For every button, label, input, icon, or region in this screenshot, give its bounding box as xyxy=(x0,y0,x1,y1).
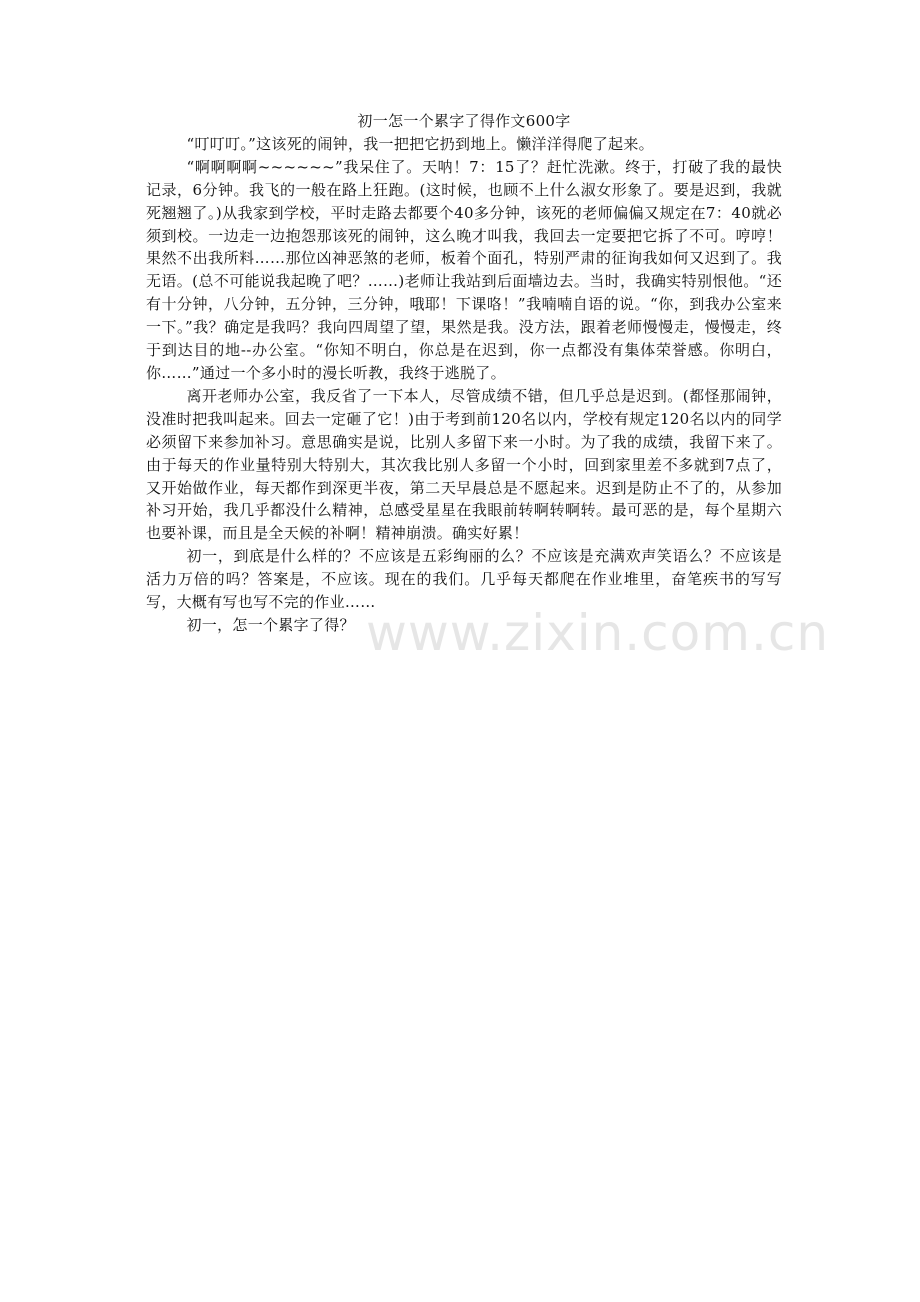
document-title: 初一怎一个累字了得作文600字 xyxy=(357,112,571,130)
paragraph-conclusion: 初一，怎一个累字了得？ xyxy=(186,615,355,634)
watermark-text: www.zixin.com.cn xyxy=(366,604,830,662)
paragraph-question: 初一，到底是什么样的？不应该是五彩绚丽的么？不应该是充满欢声笑语么？不应该是活力万倍的吗？答案是，不应该。现在的我们。几乎每天都爬在作业堆里，奋笔疾书的写写写，大概有写也写不完的作业…… xyxy=(146,547,782,612)
paragraph-reflection: 离开老师办公室，我反省了一下本人，尽管成绩不错，但几乎总是迟到。(都怪那闹钟，没准时把我叫起来。回去一定砸了它！)由于考到前120名以内，学校有规定120名以内的同学必须留下来参加补习。意思确实是说，比别人多留下来一小时。为了我的成绩，我留下来了。由于每天的作业量特别大特别大，其次我比别人多留一个小时，回到家里差不多就到7点了，又开始做作业，每天都作到深更半夜，第二天早晨总是不愿起来。迟到是防止不了的，从参加补习开始，我几乎都没什么精神，总感受星星在我眼前转啊转啊转。最可恶的是，每个星期六也要补课，而且是全天候的补啊！精神崩溃。确实好累！ xyxy=(146,386,782,543)
paragraph-alarm: “叮叮叮。”这该死的闹钟，我一把把它扔到地上。懒洋洋得爬了起来。 xyxy=(186,134,654,153)
paragraph-late: “啊啊啊啊~~~~~~”我呆住了。天呐！7：15了？赶忙洗漱。终于，打破了我的最快记录，6分钟。我飞的一般在路上狂跑。(这时候，也顾不上什么淑女形象了。要是迟到，我就死翘翘了。)从我家到学校，平时走路去都要个40多分钟，该死的老师偏偏又规定在7：40就必须到校。一边走一边抱怨那该死的闹钟，这么晚才叫我，我回去一定要把它拆了不可。哼哼！果然不出我所料……那位凶神恶煞的老师，板着个面孔，特别严肃的征询我如何又迟到了。我无语。(总不可能说我起晚了吧？……)老师让我站到后面墙边去。当时，我确实特别恨他。“还有十分钟，八分钟，五分钟，三分钟，哦耶！下课咯！”我喃喃自语的说。“你，到我办公室来一下。”我？确定是我吗？我向四周望了望，果然是我。没方法，跟着老师慢慢走，慢慢走，终于到达目的地--办公室。“你知不明白，你总是在迟到，你一点都没有集体荣誉感。你明白，你……”通过一个多小时的漫长听教，我终于逃脱了。 xyxy=(146,157,782,382)
document-body xyxy=(146,110,782,637)
